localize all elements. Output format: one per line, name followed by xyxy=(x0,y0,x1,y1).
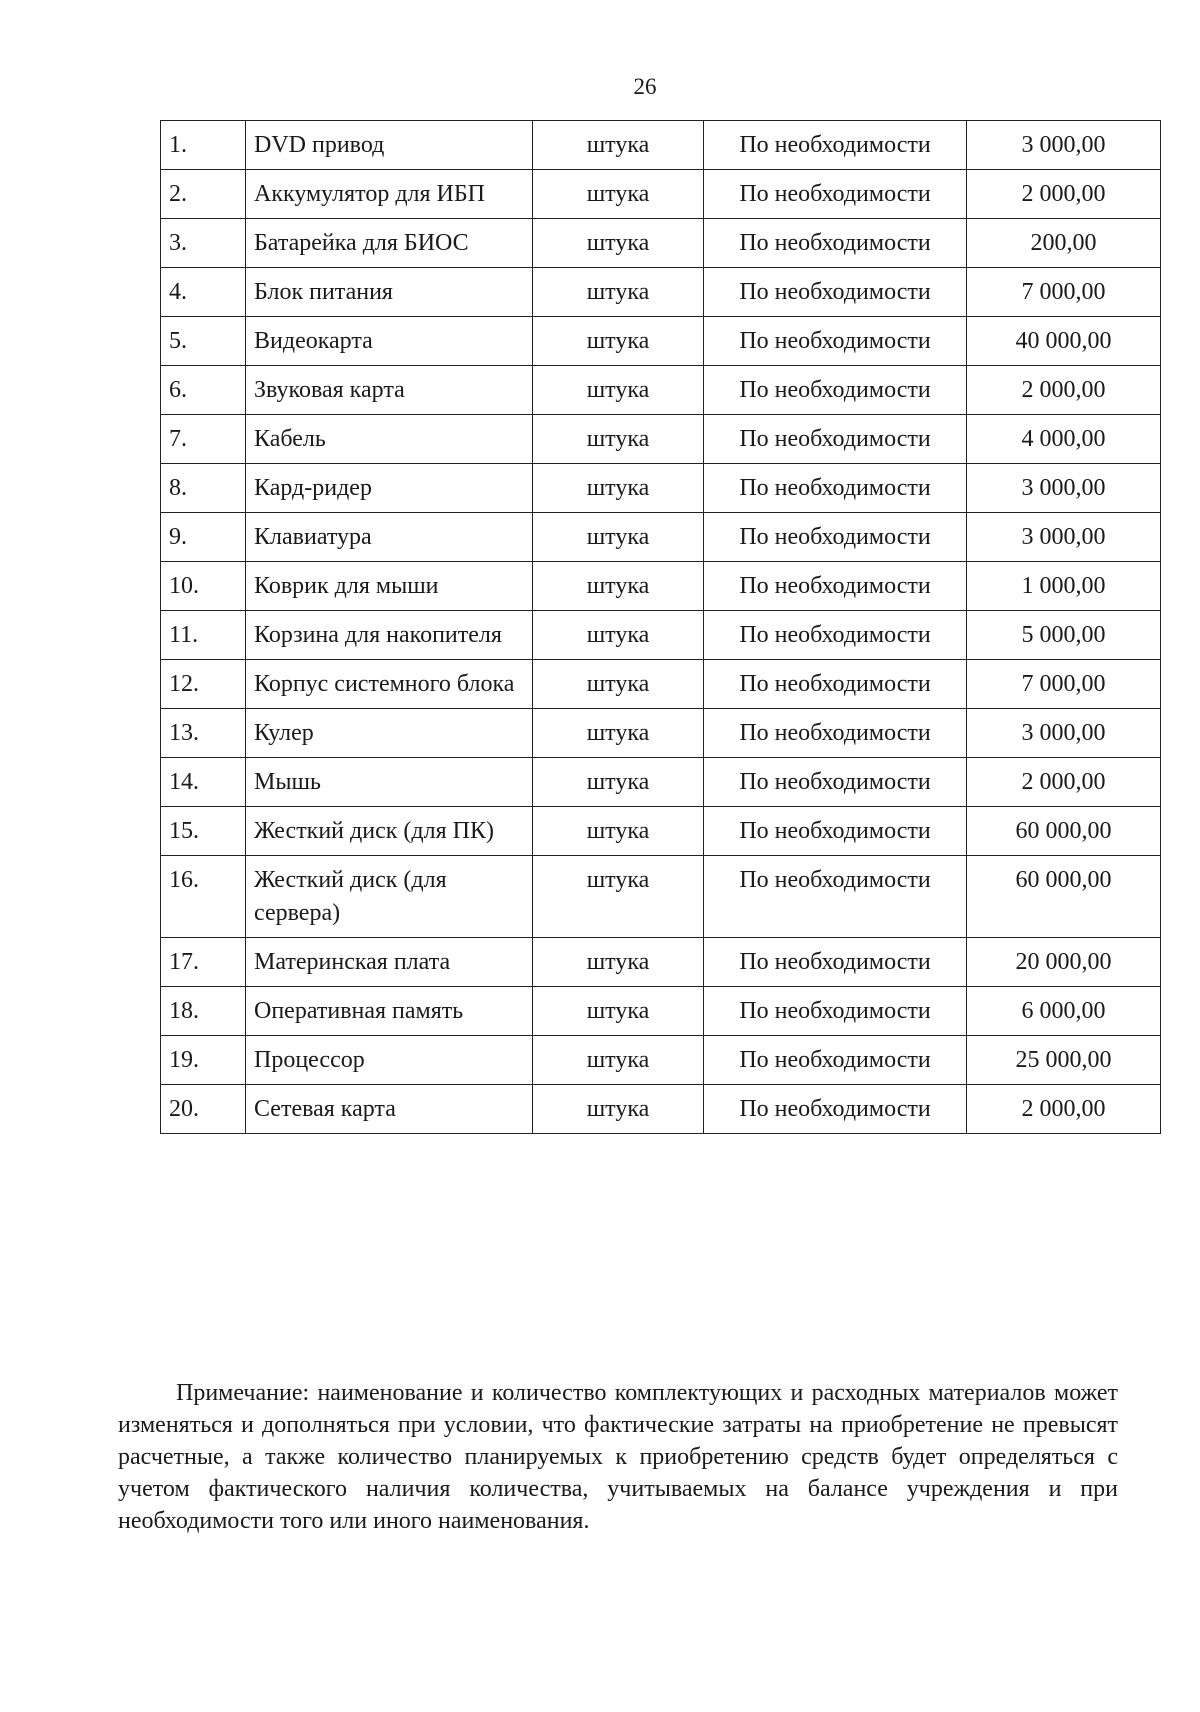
price-cell: 5 000,00 xyxy=(967,611,1161,660)
quantity-cell: По необходимости xyxy=(704,807,967,856)
price-cell: 2 000,00 xyxy=(967,1085,1161,1134)
item-name-cell: Кард-ридер xyxy=(246,464,533,513)
item-number-cell: 8. xyxy=(161,464,246,513)
item-number-cell: 10. xyxy=(161,562,246,611)
price-cell: 2 000,00 xyxy=(967,170,1161,219)
unit-cell: штука xyxy=(533,415,704,464)
price-cell: 7 000,00 xyxy=(967,268,1161,317)
unit-cell: штука xyxy=(533,317,704,366)
item-number-cell: 9. xyxy=(161,513,246,562)
quantity-cell: По необходимости xyxy=(704,938,967,987)
footnote-text: Примечание: наименование и количество комплектующих и расходных материалов может изменяться и дополняться при условии, что фактические затраты на приобретение не превысят расчетные, а также количество планируемых к приобретению средств будет определяться с учетом фактического наличия количества, учитываемых на балансе учреждения и при необходимости того или иного наименования. xyxy=(118,1380,1118,1534)
items-table xyxy=(160,120,1161,1134)
item-name-cell: Мышь xyxy=(246,758,533,807)
item-number-cell: 14. xyxy=(161,758,246,807)
table-row xyxy=(161,464,1161,513)
item-name-cell: Аккумулятор для ИБП xyxy=(246,170,533,219)
quantity-cell: По необходимости xyxy=(704,611,967,660)
item-number-cell: 1. xyxy=(161,121,246,170)
price-cell: 6 000,00 xyxy=(967,987,1161,1036)
item-name-cell: Батарейка для БИОС xyxy=(246,219,533,268)
unit-cell: штука xyxy=(533,170,704,219)
quantity-cell: По необходимости xyxy=(704,219,967,268)
unit-cell: штука xyxy=(533,1036,704,1085)
price-cell: 60 000,00 xyxy=(967,807,1161,856)
unit-cell: штука xyxy=(533,219,704,268)
quantity-cell: По необходимости xyxy=(704,121,967,170)
item-name-cell: Клавиатура xyxy=(246,513,533,562)
unit-cell: штука xyxy=(533,1085,704,1134)
item-number-cell: 6. xyxy=(161,366,246,415)
price-cell: 2 000,00 xyxy=(967,366,1161,415)
table-row xyxy=(161,170,1161,219)
item-number-cell: 12. xyxy=(161,660,246,709)
quantity-cell: По необходимости xyxy=(704,987,967,1036)
table-row xyxy=(161,562,1161,611)
table-row xyxy=(161,856,1161,938)
unit-cell: штука xyxy=(533,513,704,562)
table-row xyxy=(161,758,1161,807)
item-number-cell: 13. xyxy=(161,709,246,758)
unit-cell: штука xyxy=(533,987,704,1036)
quantity-cell: По необходимости xyxy=(704,464,967,513)
item-number-cell: 4. xyxy=(161,268,246,317)
item-name-cell: Материнская плата xyxy=(246,938,533,987)
price-cell: 2 000,00 xyxy=(967,758,1161,807)
unit-cell: штука xyxy=(533,464,704,513)
price-cell: 1 000,00 xyxy=(967,562,1161,611)
table-row xyxy=(161,268,1161,317)
unit-cell: штука xyxy=(533,938,704,987)
quantity-cell: По необходимости xyxy=(704,268,967,317)
item-name-cell: Жесткий диск (для сервера) xyxy=(246,856,533,938)
price-cell: 3 000,00 xyxy=(967,121,1161,170)
table-row xyxy=(161,709,1161,758)
item-name-cell: Жесткий диск (для ПК) xyxy=(246,807,533,856)
price-cell: 20 000,00 xyxy=(967,938,1161,987)
item-name-cell: Оперативная память xyxy=(246,987,533,1036)
item-number-cell: 20. xyxy=(161,1085,246,1134)
item-number-cell: 5. xyxy=(161,317,246,366)
items-table-body xyxy=(161,121,1161,1134)
unit-cell: штука xyxy=(533,121,704,170)
table-row xyxy=(161,938,1161,987)
price-cell: 7 000,00 xyxy=(967,660,1161,709)
table-row xyxy=(161,660,1161,709)
item-name-cell: Корзина для накопителя xyxy=(246,611,533,660)
item-number-cell: 7. xyxy=(161,415,246,464)
item-name-cell: Видеокарта xyxy=(246,317,533,366)
quantity-cell: По необходимости xyxy=(704,758,967,807)
unit-cell: штука xyxy=(533,856,704,938)
table-row xyxy=(161,317,1161,366)
price-cell: 4 000,00 xyxy=(967,415,1161,464)
table-row xyxy=(161,415,1161,464)
table-row xyxy=(161,1036,1161,1085)
table-row xyxy=(161,987,1161,1036)
item-name-cell: Кабель xyxy=(246,415,533,464)
item-name-cell: Корпус системного блока xyxy=(246,660,533,709)
page-number: 26 xyxy=(633,74,657,99)
item-name-cell: Коврик для мыши xyxy=(246,562,533,611)
quantity-cell: По необходимости xyxy=(704,366,967,415)
table-row xyxy=(161,121,1161,170)
table-row xyxy=(161,219,1161,268)
price-cell: 3 000,00 xyxy=(967,709,1161,758)
table-row xyxy=(161,513,1161,562)
quantity-cell: По необходимости xyxy=(704,856,967,938)
item-name-cell: Блок питания xyxy=(246,268,533,317)
unit-cell: штука xyxy=(533,807,704,856)
unit-cell: штука xyxy=(533,611,704,660)
table-row xyxy=(161,611,1161,660)
quantity-cell: По необходимости xyxy=(704,170,967,219)
quantity-cell: По необходимости xyxy=(704,1085,967,1134)
unit-cell: штука xyxy=(533,366,704,415)
table-row xyxy=(161,1085,1161,1134)
item-name-cell: Кулер xyxy=(246,709,533,758)
quantity-cell: По необходимости xyxy=(704,660,967,709)
item-number-cell: 19. xyxy=(161,1036,246,1085)
unit-cell: штука xyxy=(533,758,704,807)
item-number-cell: 18. xyxy=(161,987,246,1036)
item-number-cell: 17. xyxy=(161,938,246,987)
item-number-cell: 2. xyxy=(161,170,246,219)
price-cell: 40 000,00 xyxy=(967,317,1161,366)
unit-cell: штука xyxy=(533,268,704,317)
unit-cell: штука xyxy=(533,660,704,709)
quantity-cell: По необходимости xyxy=(704,562,967,611)
item-name-cell: Сетевая карта xyxy=(246,1085,533,1134)
quantity-cell: По необходимости xyxy=(704,709,967,758)
quantity-cell: По необходимости xyxy=(704,1036,967,1085)
item-name-cell: DVD привод xyxy=(246,121,533,170)
price-cell: 60 000,00 xyxy=(967,856,1161,938)
table-row xyxy=(161,366,1161,415)
item-number-cell: 3. xyxy=(161,219,246,268)
price-cell: 200,00 xyxy=(967,219,1161,268)
price-cell: 25 000,00 xyxy=(967,1036,1161,1085)
item-number-cell: 15. xyxy=(161,807,246,856)
item-number-cell: 16. xyxy=(161,856,246,938)
item-number-cell: 11. xyxy=(161,611,246,660)
table-row xyxy=(161,807,1161,856)
quantity-cell: По необходимости xyxy=(704,415,967,464)
item-name-cell: Процессор xyxy=(246,1036,533,1085)
price-cell: 3 000,00 xyxy=(967,464,1161,513)
unit-cell: штука xyxy=(533,562,704,611)
unit-cell: штука xyxy=(533,709,704,758)
item-name-cell: Звуковая карта xyxy=(246,366,533,415)
quantity-cell: По необходимости xyxy=(704,513,967,562)
quantity-cell: По необходимости xyxy=(704,317,967,366)
price-cell: 3 000,00 xyxy=(967,513,1161,562)
